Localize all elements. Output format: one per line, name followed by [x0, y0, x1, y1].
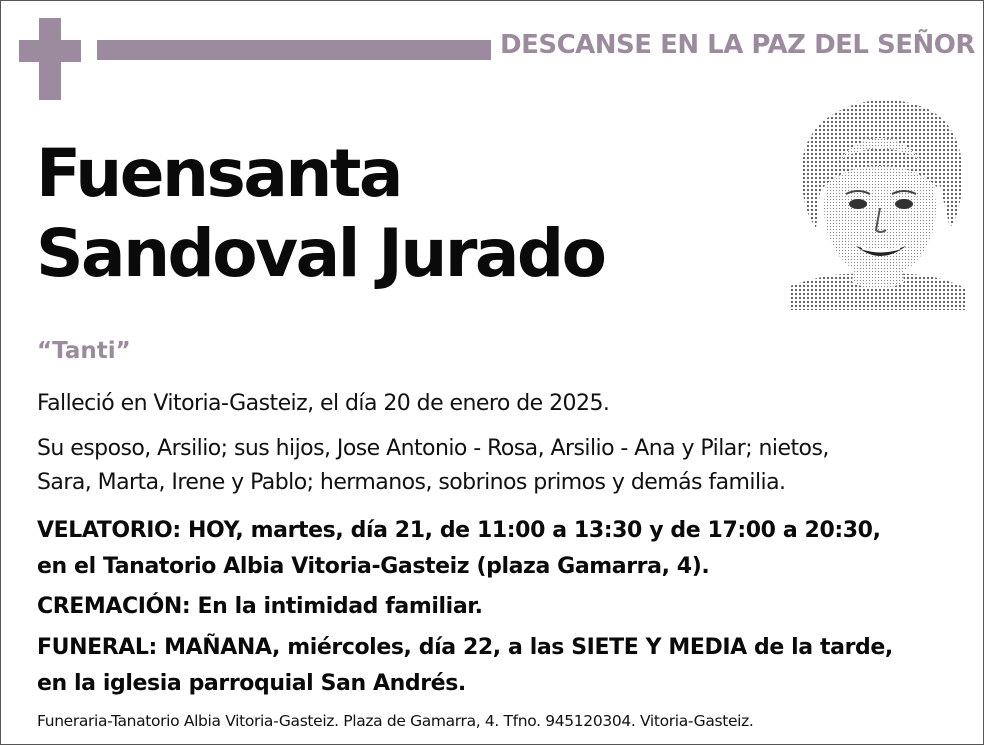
deceased-name: [36, 134, 605, 294]
velatorio-line-1: VELATORIO: HOY, martes, día 21, de 11:00 a 13:30 y de 17:00 a 20:30,: [37, 518, 881, 543]
footer-contact: Funeraria-Tanatorio Albia Vitoria-Gasteiz. Plaza de Gamarra, 4. Tfno. 945120304. Vitoria-Gasteiz.: [37, 712, 754, 730]
header-rule: [97, 40, 491, 60]
velatorio-line-2: en el Tanatorio Albia Vitoria-Gasteiz (plaza Gamarra, 4).: [37, 554, 710, 579]
header-title: DESCANSE EN LA PAZ DEL SEÑOR: [500, 30, 975, 60]
surnames: Sandoval Jurado: [36, 215, 605, 292]
family-line-2: Sara, Marta, Irene y Pablo; hermanos, sobrinos primos y demás familia.: [37, 470, 786, 495]
nickname: “Tanti”: [37, 338, 131, 364]
cremacion-line: CREMACIÓN: En la intimidad familiar.: [37, 594, 483, 619]
family-line-1: Su esposo, Arsilio; sus hijos, Jose Antonio - Rosa, Arsilio - Ana y Pilar; nietos,: [37, 436, 829, 461]
first-name: Fuensanta: [36, 135, 401, 212]
death-notice: Falleció en Vitoria-Gasteiz, el día 20 de enero de 2025.: [37, 391, 610, 416]
funeral-line-1: FUNERAL: MAÑANA, miércoles, día 22, a las SIETE Y MEDIA de la tarde,: [37, 635, 893, 660]
portrait-photo: [790, 96, 966, 310]
funeral-line-2: en la iglesia parroquial San Andrés.: [37, 671, 466, 696]
